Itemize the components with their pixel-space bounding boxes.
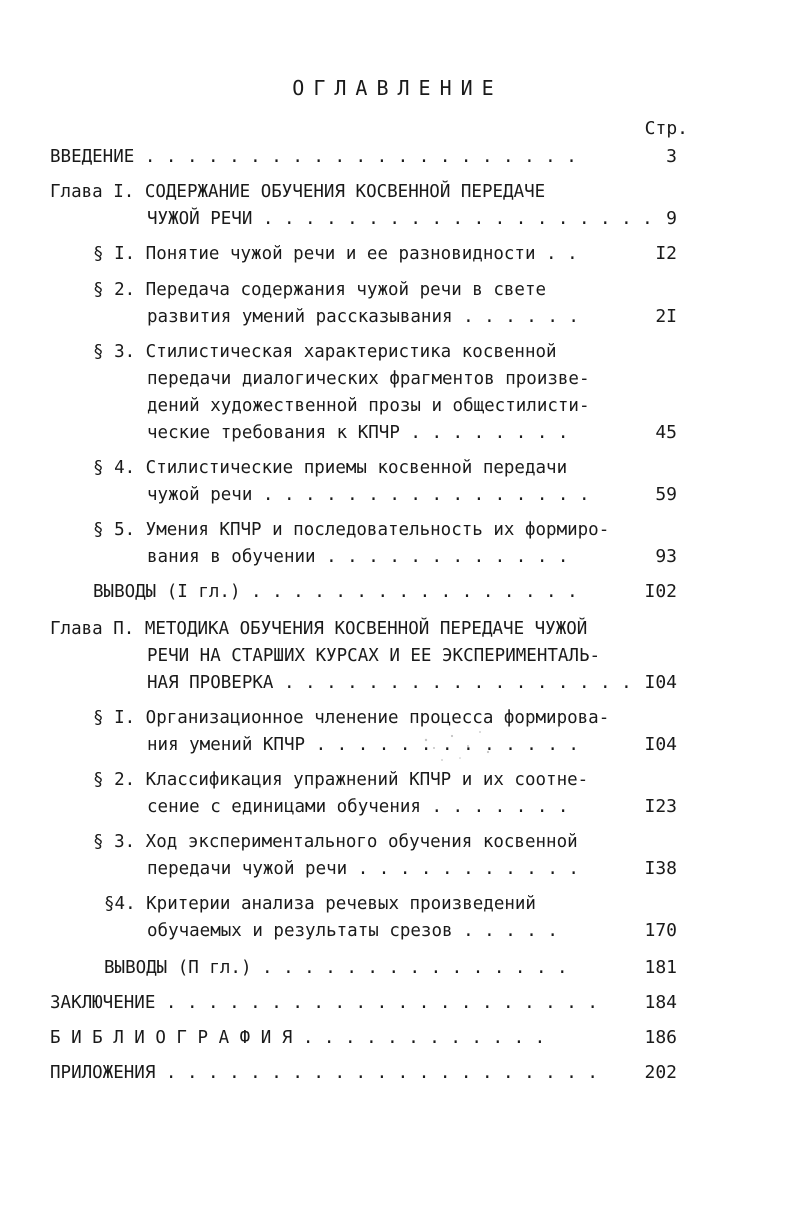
toc-entry-line: ПРИЛОЖЕНИЯ . . . . . . . . . . . . . . . . . . . . . [50, 1063, 598, 1083]
toc-entry-line: ВЫВОДЫ (П гл.) . . . . . . . . . . . . . . . [104, 958, 568, 978]
toc-entry-line: ЧУЖОЙ РЕЧИ . . . . . . . . . . . . . . . . . . . [147, 209, 653, 229]
toc-page-number: 9 [666, 208, 677, 229]
toc-page-number: I38 [644, 858, 677, 879]
toc-entry-line: НАЯ ПРОВЕРКА . . . . . . . . . . . . . . . . . [147, 673, 632, 693]
toc-page-number: I23 [644, 796, 677, 817]
toc-entry-line: § 2. Передача содержания чужой речи в свете [93, 280, 547, 300]
toc-page-number: I02 [644, 581, 677, 602]
toc-page-number: 93 [655, 546, 677, 567]
toc-page-number: 2I [655, 306, 677, 327]
toc-entry-line: развития умений рассказывания . . . . . . [147, 307, 579, 327]
toc-page-number: 186 [644, 1027, 677, 1048]
toc-page-number: I04 [644, 734, 677, 755]
toc-page-number: I04 [644, 672, 677, 693]
toc-entry-line: сение с единицами обучения . . . . . . . [147, 797, 569, 817]
toc-entry-line: Б И Б Л И О Г Р А Ф И Я . . . . . . . . . . . . [50, 1028, 546, 1048]
toc-page-number: I2 [655, 243, 677, 264]
toc-page-number: 59 [655, 484, 677, 505]
page-title: ОГЛАВЛЕНИЕ [292, 76, 503, 100]
toc-entry-line: чужой речи . . . . . . . . . . . . . . . . [147, 485, 590, 505]
toc-entry-line: РЕЧИ НА СТАРШИХ КУРСАХ И ЕЕ ЭКСПЕРИМЕНТАЛЬ- [147, 646, 601, 666]
page-column-label: Стр. [644, 118, 688, 139]
toc-page-number: 3 [666, 146, 677, 167]
toc-entry-line: §4. Критерии анализа речевых произведений [104, 894, 536, 914]
toc-entry-line: § 3. Стилистическая характеристика косвенной [93, 342, 557, 362]
toc-entry-line: Глава I. СОДЕРЖАНИЕ ОБУЧЕНИЯ КОСВЕННОЙ ПЕРЕДАЧЕ [50, 182, 546, 202]
toc-entry-line: ния умений КПЧР . . . . . . . . . . . . . [147, 735, 579, 755]
toc-entry-line: § I. Организационное членение процесса формирова- [93, 708, 610, 728]
toc-entry-line: § 3. Ход экспериментального обучения косвенной [93, 832, 578, 852]
toc-entry-line: обучаемых и результаты срезов . . . . . [147, 921, 558, 941]
toc-entry-line: вания в обучении . . . . . . . . . . . . [147, 547, 569, 567]
toc-entry-line: § I. Понятие чужой речи и ее разновидности . . [93, 244, 578, 264]
toc-entry-line: Глава П. МЕТОДИКА ОБУЧЕНИЯ КОСВЕННОЙ ПЕРЕДАЧЕ ЧУЖОЙ [50, 619, 588, 639]
library-stamp-mark [408, 718, 508, 768]
toc-entry-line: § 2. Классификация упражнений КПЧР и их соотне- [93, 770, 589, 790]
toc-page-number: 170 [644, 920, 677, 941]
toc-page-number: 184 [644, 992, 677, 1013]
toc-entry-line: передачи чужой речи . . . . . . . . . . . [147, 859, 579, 879]
toc-entry-line: дений художественной прозы и общестилисти- [147, 396, 590, 416]
toc-entry-line: § 5. Умения КПЧР и последовательность их формиро- [93, 520, 610, 540]
toc-page-number: 45 [655, 422, 677, 443]
toc-entry-line: § 4. Стилистические приемы косвенной передачи [93, 458, 568, 478]
toc-entry-line: ВВЕДЕНИЕ . . . . . . . . . . . . . . . . . . . . . [50, 147, 577, 167]
toc-entry-line: ВЫВОДЫ (I гл.) . . . . . . . . . . . . . . . . [93, 582, 578, 602]
toc-entry-line: передачи диалогических фрагментов произве- [147, 369, 590, 389]
toc-page-number: 181 [644, 957, 677, 978]
toc-entry-line: ЗАКЛЮЧЕНИЕ . . . . . . . . . . . . . . . . . . . . . [50, 993, 598, 1013]
toc-page-number: 202 [644, 1062, 677, 1083]
toc-entry-line: ческие требования к КПЧР . . . . . . . . [147, 423, 569, 443]
